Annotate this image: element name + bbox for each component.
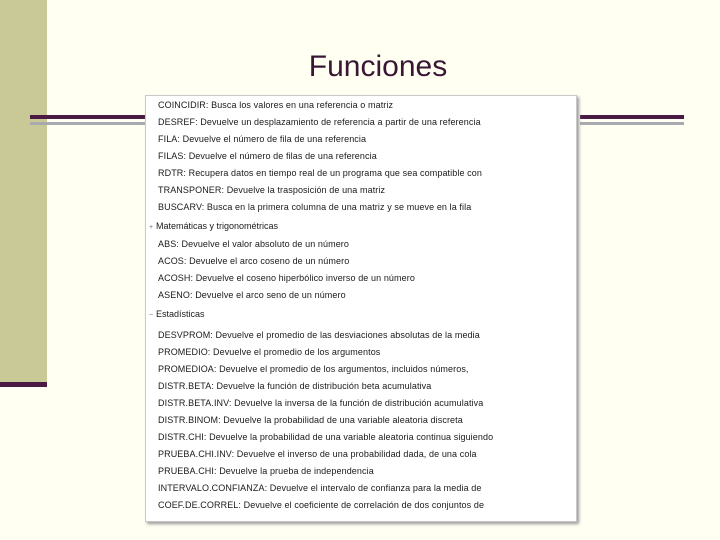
function-row[interactable]: ASENO: Devuelve el arco seno de un número [158, 290, 346, 300]
title-rule-right-dark [580, 115, 684, 119]
function-row[interactable]: PRUEBA.CHI.INV: Devuelve el inverso de una probabilidad dada, de una cola [158, 449, 477, 459]
function-row[interactable]: RDTR: Recupera datos en tiempo real de un programa que sea compatible con [158, 168, 482, 178]
function-list-panel [145, 95, 577, 522]
function-row[interactable]: BUSCARV: Busca en la primera columna de una matriz y se mueve en la fila [158, 202, 472, 212]
title-rule-left-dark [30, 115, 150, 119]
category-row[interactable] [149, 220, 278, 232]
collapse-icon[interactable]: − [149, 312, 154, 319]
function-row[interactable]: ACOSH: Devuelve el coseno hiperbólico inverso de un número [158, 273, 415, 283]
function-row[interactable]: DISTR.BINOM: Devuelve la probabilidad de una variable aleatoria discreta [158, 415, 463, 425]
expand-icon[interactable]: + [149, 224, 154, 231]
category-row[interactable] [149, 308, 205, 320]
function-row[interactable]: PRUEBA.CHI: Devuelve la prueba de independencia [158, 466, 374, 476]
function-row[interactable]: FILAS: Devuelve el número de filas de una referencia [158, 151, 377, 161]
function-row[interactable]: PROMEDIO: Devuelve el promedio de los argumentos [158, 347, 381, 357]
function-row[interactable]: PROMEDIOA: Devuelve el promedio de los argumentos, incluidos números, [158, 364, 469, 374]
function-row[interactable]: FILA: Devuelve el número de fila de una referencia [158, 134, 367, 144]
function-row[interactable]: DESREF: Devuelve un desplazamiento de referencia a partir de una referencia [158, 117, 481, 127]
function-row[interactable]: DESVPROM: Devuelve el promedio de las desviaciones absolutas de la media [158, 330, 480, 340]
category-label: Matemáticas y trigonométricas [156, 221, 279, 231]
function-row[interactable]: COINCIDIR: Busca los valores en una referencia o matriz [158, 100, 394, 110]
slide-title: Funciones [308, 50, 448, 83]
function-row[interactable]: DISTR.CHI: Devuelve la probabilidad de una variable aleatoria continua siguiendo [158, 432, 494, 442]
function-row[interactable]: DISTR.BETA.INV: Devuelve la inversa de la función de distribución acumulativa [158, 398, 484, 408]
function-row[interactable]: COEF.DE.CORREL: Devuelve el coeficiente de correlación de dos conjuntos de [158, 500, 485, 510]
category-label: Estadísticas [156, 309, 205, 319]
title-rule-left-light [30, 122, 150, 125]
function-row[interactable]: DISTR.BETA: Devuelve la función de distribución beta acumulativa [158, 381, 432, 391]
function-row[interactable]: TRANSPONER: Devuelve la trasposición de una matriz [158, 185, 386, 195]
function-row[interactable]: INTERVALO.CONFIANZA: Devuelve el intervalo de confianza para la media de [158, 483, 482, 493]
left-band-accent-bar [0, 382, 47, 387]
title-rule-right-light [580, 122, 684, 125]
function-row[interactable]: ACOS: Devuelve el arco coseno de un número [158, 256, 350, 266]
function-row[interactable]: ABS: Devuelve el valor absoluto de un número [158, 239, 350, 249]
